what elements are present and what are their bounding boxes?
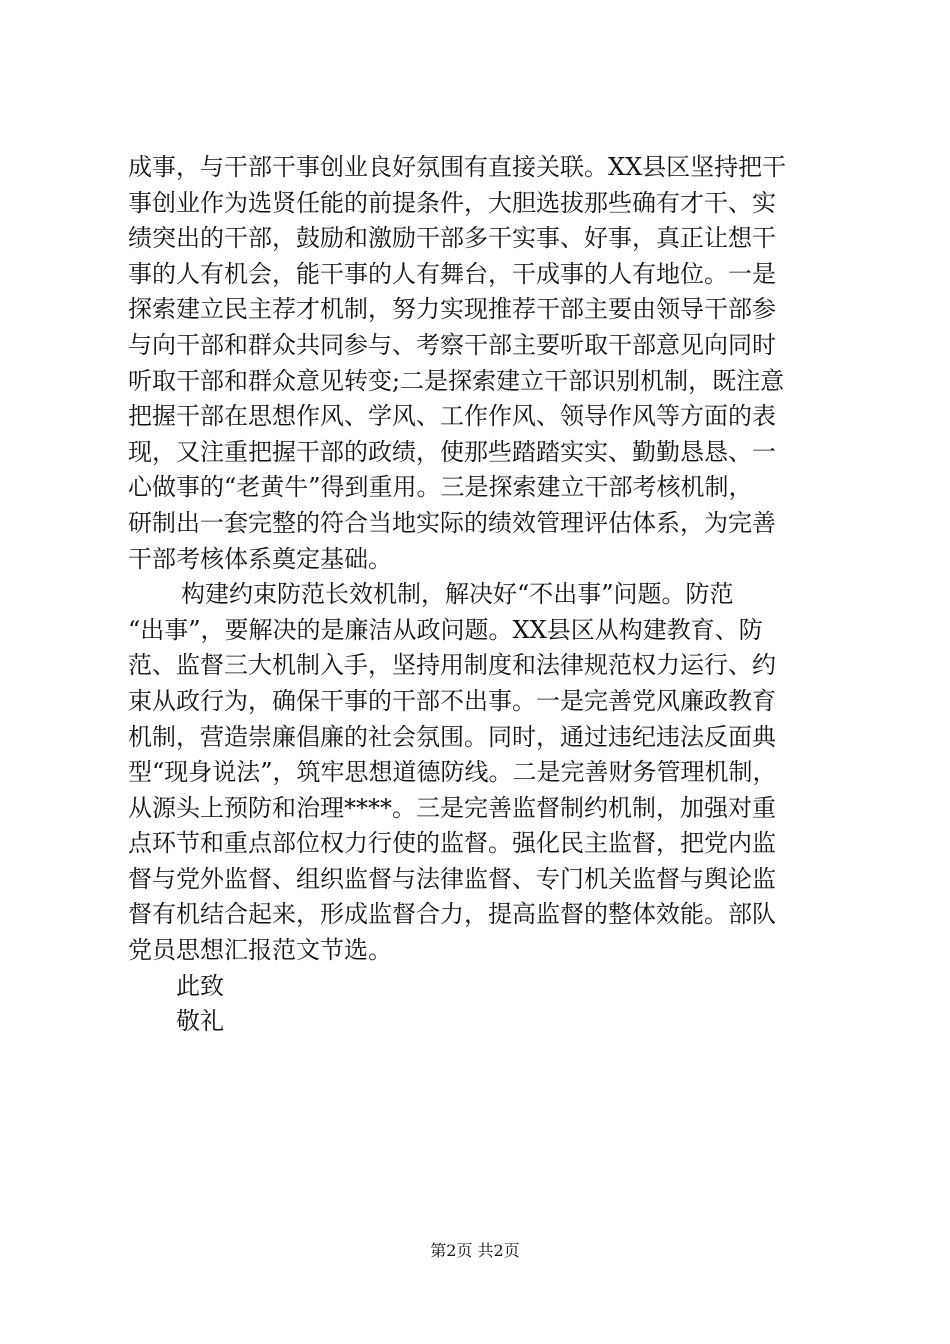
text-line: 督与党外监督、组织监督与法律监督、专门机关监督与舆论监 [128, 864, 776, 893]
text-line: 事创业作为选贤任能的前提条件，大胆选拔那些确有才干、实 [128, 188, 776, 217]
text-line: 现，又注重把握干部的政绩，使那些踏踏实实、勤勤恳恳、一 [128, 437, 776, 466]
text-line: 成事，与干部干事创业良好氛围有直接关联。XX县区坚持把干 [128, 153, 787, 181]
closing-salutation [128, 969, 868, 1040]
text-line: 研制出一套完整的符合当地实际的绩效管理评估体系，为完善 [128, 508, 776, 537]
text-line: 事的人有机会，能干事的人有舞台，干成事的人有地位。一是 [128, 259, 776, 288]
page-number-footer: 第2页 共2页 [430, 1241, 520, 1260]
text-line: 从源头上预防和治理****。三是完善监督制约机制，加强对重 [128, 793, 776, 822]
text-line: 束从政行为，确保干事的干部不出事。一是完善党风廉政教育 [128, 686, 776, 715]
text-line: 绩突出的干部，鼓励和激励干部多干实事、好事，真正让想干 [128, 224, 776, 253]
text-line: 督有机结合起来，形成监督合力，提高监督的整体效能。部队 [128, 900, 776, 929]
text-line: “出事”，要解决的是廉洁从政问题。XX县区从构建教育、防 [128, 615, 763, 644]
text-line: 型“现身说法”，筑牢思想道德防线。二是完善财务管理机制， [128, 758, 777, 787]
paragraph-1 [128, 150, 868, 577]
text-line: 干部考核体系奠定基础。 [128, 544, 392, 573]
closing-line-2: 敬礼 [176, 1007, 224, 1036]
text-line: 把握干部在思想作风、学风、工作作风、领导作风等方面的表 [128, 402, 776, 431]
text-line: 与向干部和群众共同参与、考察干部主要听取干部意见向同时 [128, 330, 776, 359]
text-line: 心做事的“老黄牛”得到重用。三是探索建立干部考核机制， [128, 473, 753, 502]
text-line: 范、监督三大机制入手，坚持用制度和法律规范权力运行、约 [128, 651, 776, 680]
text-line: 听取干部和群众意见转变;二是探索建立干部识别机制，既注意 [128, 366, 785, 395]
document-body [128, 150, 868, 1040]
text-line: 构建约束防范长效机制，解决好“不出事”问题。防范 [181, 580, 734, 609]
text-line: 探索建立民主荐才机制，努力实现推荐干部主要由领导干部参 [128, 295, 776, 324]
text-line: 点环节和重点部位权力行使的监督。强化民主监督，把党内监 [128, 829, 776, 858]
text-line: 机制，营造崇廉倡廉的社会氛围。同时，通过违纪违法反面典 [128, 722, 776, 751]
closing-line-1: 此致 [176, 971, 224, 1000]
text-line: 党员思想汇报范文节选。 [128, 936, 392, 965]
paragraph-2 [128, 577, 868, 969]
